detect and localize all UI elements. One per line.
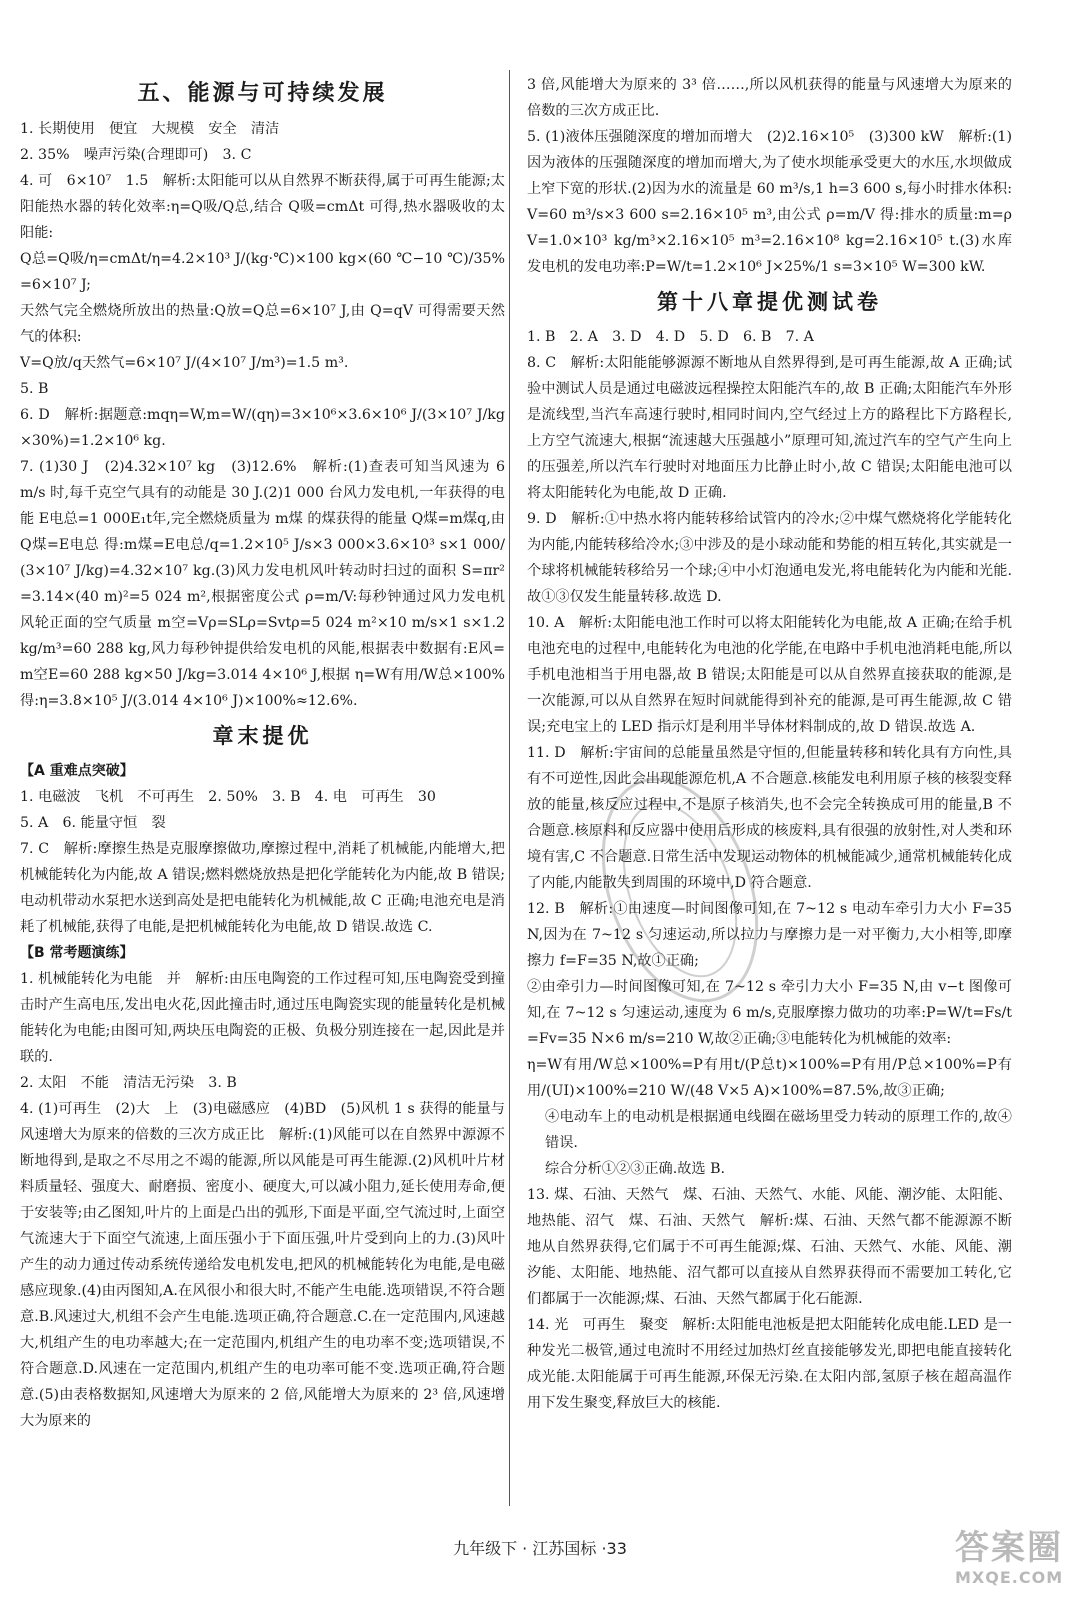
section-title-energy: 五、能源与可持续发展 [137,81,388,106]
test-answer-9: 9. D 解析:①中热水将内能转移给试管内的冷水;②中煤气燃烧将化学能转化为内能,内能转移给冷水;③中涉及的是小球动能和势能的相互转化,其实就是一个球将机械能转移给另一个球;④中小灯泡通电发光,将电能转化为内能和光能.故①③仅发生能量转移.故选 D. [527,511,1012,605]
answer-2: 2. 35% 噪声污染(合理即可) 3. C [20,147,252,163]
subsection-a-title: 【A 重难点突破】 [20,763,134,779]
left-column [20,72,505,1434]
answer-5: 5. B [20,381,49,397]
b-answer-1: 1. 机械能转化为电能 并 解析:由压电陶瓷的工作过程可知,压电陶瓷受到撞击时产生高电压,发出电火花,因此撞击时,通过压电陶瓷实现的能量转化是机械能转化为电能;由图可知,两块压电陶瓷的正极、负极分别连接在一起,因此是并联的. [20,971,505,1065]
b-answer-4: 4. (1)可再生 (2)大 上 (3)电磁感应 (4)BD (5)风机 1 s 获得的能量与风速增大为原来的倍数的三次方成正比 解析:(1)风能可以在自然界中源源不断地得到,是取之不尽用之不竭的能源,所以风能是可再生能源.(2)风机叶片材料质量轻、强度大、耐磨损、密度小、硬度大,可以减小阻力,延长使用寿命,便于安装等;由乙图知,叶片的上面是凸出的弧形,下面是平面,空气流过时,上面空气流速大于下面空气流速,上面压强小于下面压强,叶片受到向上的力.(3)风叶产生的动力通过传动系统传递给发电机发电,把风的机械能转化为电能,是电磁感应现象.(4)由丙图知,A.在风很小和很大时,不能产生电能.选项错误,不符合题意.B.风速过大,机组不会产生电能.选项正确,符合题意.C.在一定范围内,风速越大,机组产生的电功率越大;在一定范围内,机组产生的电功率不变;选项错误,不符合题意.D.风速在一定范围内,机组产生的电功率可能不变.选项正确,符合题意.(5)由表格数据知,风速增大为原来的 2 倍,风能增大为原来的 2³ 倍,风速增大为原来的 [20,1101,505,1429]
subsection-b-title: 【B 常考题演练】 [20,945,134,961]
test-answer-13: 13. 煤、石油、天然气 煤、石油、天然气、水能、风能、潮汐能、太阳能、地热能、沼气 煤、石油、天然气 解析:煤、石油、天然气都不能源源不断地从自然界获得,它们属于不可再生能源;煤、石油、天然气、水能、风能、潮汐能、太阳能、地热能、沼气都可以直接从自然界获得而不需要加工转化,它们都属于一次能源;煤、石油、天然气都属于化石能源. [527,1187,1012,1307]
answer-4: 4. 可 6×10⁷ 1.5 解析:太阳能可以从自然界不断获得,属于可再生能源;太阳能热水器的转化效率:η=Q吸/Q总,结合 Q吸=cmΔt 可得,热水器吸收的太阳能: [20,173,505,241]
answer-4-volume: V=Q放/q天然气=6×10⁷ J/(4×10⁷ J/m³)=1.5 m³. [20,355,349,371]
column-divider [509,70,510,1506]
a-answer-7: 7. C 解析:摩擦生热是克服摩擦做功,摩擦过程中,消耗了机械能,内能增大,把机械能转化为内能,故 A 错误;燃料燃烧放热是把化学能转化为内能,故 B 错误;电动机带动水泵把水送到高处是把电能转化为机械能,故 C 正确;电池充电是消耗了机械能,获得了电能,是把机械能转化为电能,故 D 错误.故选 C. [20,841,505,935]
answer-4-gas: 天然气完全燃烧所放出的热量:Q放=Q总=6×10⁷ J,由 Q=qV 可得需要天然气的体积: [20,303,505,345]
test-answer-10: 10. A 解析:太阳能电池工作时可以将太阳能转化为电能,故 A 正确;在给手机电池充电的过程中,电能转化为电池的化学能,在电路中手机电池消耗电能,所以手机电池相当于用电器,故 B 错误;太阳能是可以从自然界直接获取的能源,是一次能源,可以从自然界在短时间就能得到补充的能源,是可再生能源,故 C 错误;充电宝上的 LED 指示灯是利用半导体材料制成的,故 D 错误.故选 A. [527,615,1012,735]
page-footer: 九年级下 · 江苏国标 ·33 [453,1539,627,1558]
answer-7: 7. (1)30 J (2)4.32×10⁷ kg (3)12.6% 解析:(1)查表可知当风速为 6 m/s 时,每千克空气具有的动能是 30 J.(2)1 000 台风力发电机,一年获得的电能 E电总=1 000E₁t年,完全燃烧质量为 m煤 的煤获得的能量 Q煤=m煤q,由 Q煤=E电总 得:m煤=E电总/q=1.2×10⁵ J/s×3 000×3.6×10³ s×1 000/(3×10⁷ J/kg)=4.32×10⁷ kg.(3)风力发电机风叶转动时扫过的面积 S=πr²=3.14×(40 m)²=5 024 m²,根据密度公式 ρ=m/V:每秒钟通过风力发电机风轮正面的空气质量 m空=Vρ=SLρ=Svtρ=5 024 m²×10 m/s×1 s×1.2 kg/m³=60 288 kg,风力每秒钟提供给发电机的风能,根据表中数据有:E风=m空E=60 288 kg×50 J/kg=3.014 4×10⁶ J,根据 η=W有用/W总×100%得:η=3.8×10⁵ J/(3.014 4×10⁶ J)×100%≈12.6%. [20,459,505,709]
seal-stamp-image [600,760,760,1020]
test-answer-12-efficiency: η=W有用/W总×100%=P有用t/(P总t)×100%=P有用/P总×100%=P有用/(UI)×100%=210 W/(48 V×5 A)×100%=87.5%,故③正确; [527,1057,1012,1099]
answer-6: 6. D 解析:据题意:mqη=W,m=W/(qη)=3×10⁶×3.6×10⁶ J/(3×10⁷ J/kg×30%)=1.2×10⁶ kg. [20,407,505,449]
answer-1: 1. 长期使用 便宜 大规模 安全 清洁 [20,121,280,137]
test-answer-8: 8. C 解析:太阳能能够源源不断地从自然界得到,是可再生能源,故 A 正确;试验中测试人员是通过电磁波远程操控太阳能汽车的,故 B 正确;太阳能汽车外形是流线型,当汽车高速行驶时,相同时间内,空气经过上方的路程比下方路程长,上方空气流速大,根据“流速越大压强越小”原理可知,流过汽车的空气产生向上的压强差,所以汽车行驶时对地面压力比静止时小,故 C 错误;太阳能电池可以将太阳能转化为电能,故 D 正确. [527,355,1012,501]
watermark-logo [955,1528,1073,1596]
a-answer-1: 1. 电磁波 飞机 不可再生 2. 50% 3. B 4. 电 可再生 30 [20,789,436,805]
test-answer-12-part4: ④电动车上的电动机是根据通电线圈在磁场里受力转动的原理工作的,故④错误. [545,1109,1012,1151]
test-answer-12: 12. B 解析:①由速度—时间图像可知,在 7~12 s 电动车牵引力大小 F=35 N,因为在 7~12 s 匀速运动,所以拉力与摩擦力是一对平衡力,大小相等,即摩擦力 f=F=35 N,故①正确; [527,901,1012,969]
test-answer-12-summary: 综合分析①②③正确.故选 B. [545,1161,726,1177]
test-answer-11: 11. D 解析:宇宙间的总能量虽然是守恒的,但能量转移和转化具有方向性,具有不可逆性,因此会出现能源危机,A 不合题意.核能发电利用原子核的核裂变释放的能量,核反应过程中,不是原子核消失,也不会完全转换成可用的能量,B 不合题意.核原料和反应器中使用后形成的核废料,具有很强的放射性,对人类和环境有害,C 不合题意.日常生活中发现运动物体的机械能减少,通常机械能转化成了内能,内能散失到周围的环境中,D 符合题意. [527,745,1012,891]
test-answers-1-7: 1. B 2. A 3. D 4. D 5. D 6. B 7. A [527,329,814,345]
watermark-url: MXQE.COM [955,1568,1064,1587]
b-answer-5: 5. (1)液体压强随深度的增加而增大 (2)2.16×10⁵ (3)300 kW 解析:(1)因为液体的压强随深度的增加而增大,为了使水坝能承受更大的水压,水坝做成上窄下宽的形状.(2)因为水的流量是 60 m³/s,1 h=3 600 s,每小时排水体积:V=60 m³/s×3 600 s=2.16×10⁵ m³,由公式 ρ=m/V 得:排水的质量:m=ρV=1.0×10³ kg/m³×2.16×10⁵ m³=2.16×10⁸ kg=2.16×10⁵ t.(3)水库发电机的发电功率:P=W/t=1.2×10⁶ J×25%/1 s=3×10⁵ W=300 kW. [527,129,1012,275]
test-answer-12-part2: ②由牵引力—时间图像可知,在 7~12 s 牵引力大小 F=35 N,由 v−t 图像可知,在 7~12 s 匀速运动,速度为 6 m/s,克服摩擦力做功的功率:P=W/t=Fs/t=Fv=35 N×6 m/s=210 W,故②正确;③电能转化为机械能的效率: [527,979,1012,1047]
b-answer-2: 2. 太阳 不能 清洁无污染 3. B [20,1075,237,1091]
test-answer-14: 14. 光 可再生 聚变 解析:太阳能电池板是把太阳能转化成电能.LED 是一种发光二极管,通过电流时不用经过加热灯丝直接能够发光,即把电能直接转化成光能.太阳能属于可再生能源,环保无污染.在太阳内部,氢原子核在超高温作用下发生聚变,释放巨大的核能. [527,1317,1012,1411]
section-title-test: 第十八章提优测试卷 [657,290,882,314]
answer-4-formula-q: Q总=Q吸/η=cmΔt/η=4.2×10³ J/(kg·℃)×100 kg×(60 ℃−10 ℃)/35%=6×10⁷ J; [20,251,505,293]
section-title-chapter-end: 章末提优 [212,724,313,748]
b-answer-4-cont: 3 倍,风能增大为原来的 3³ 倍……,所以风机获得的能量与风速增大为原来的倍数的三次方成正比. [527,77,1012,119]
a-answer-5: 5. A 6. 能量守恒 裂 [20,815,166,831]
watermark-text: 答案圈 [955,1528,1063,1568]
right-column [527,72,1012,1416]
